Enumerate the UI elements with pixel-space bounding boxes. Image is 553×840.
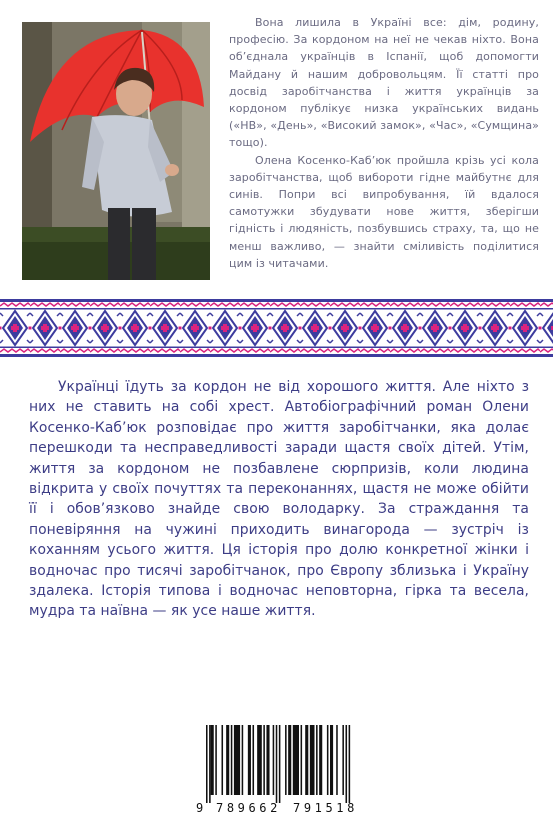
barcode-bar [276,725,278,803]
barcode-bar [288,725,291,795]
embroidery-ornament-icon [0,297,553,359]
barcode-bar [310,725,315,795]
isbn-digits [196,801,364,819]
barcode-icon [196,725,364,803]
blurb-paragraph: Українці їдуть за кордон не від хорошого життя. Але ніхто з них не ставить на собі хрест. Автобіографічний роман Олени Косенко-Каб’юк розповідає про життя заробітчанки, яка долає перешкоди та несправедливості заради щастя своїх дітей. Утім, життя за кордоном не позбавлене сюрпризів, коли людина відкрита у своїх почуттях та переконаннях, щастя не може обійти її і обов’язково знайде свою володарку. За страждання та поневіряння на чужині приходить винагорода — зустріч із коханням усього життя. Ця історія про долю конкретної жінки і водночас про тисячі заробітчанок, про Європу зблизька і Україну здалека. Історія типова і водночас неповторна, гірка та весела, мудра та наївна — як усе наше життя. [29,379,529,620]
barcode-bar [301,725,303,795]
barcode-bar [342,725,344,795]
barcode-bar [273,725,275,795]
barcode-bar [316,725,318,795]
author-bio [229,14,539,272]
barcode-bar [319,725,322,795]
author-photo [22,22,210,280]
isbn-barcode [196,725,364,825]
barcode-bar [253,725,255,795]
barcode-bar [327,725,329,795]
barcode-bar [305,725,308,795]
isbn-first-digit: 9 [196,801,204,815]
barcode-bar [349,725,351,803]
barcode-bar [215,725,217,795]
barcode-bar [211,725,214,795]
barcode-bar [206,725,208,803]
barcode-bar [257,725,262,795]
barcode-bar [231,725,233,795]
barcode-bar [336,725,338,795]
barcode-bar [248,725,251,795]
barcode-bar [285,725,287,795]
bio-paragraph-2: Олена Косенко-Каб’юк пройшла крізь усі кола заробітчанства, щоб вибороти гідне майбутнє для синів. Попри всі випробування, їй вдалося самотужки збудувати нове життя, зберігши гідність і людяність, позбувшись страху, та, що не менш важливо, — знайти сміливість поділитися цим із читачами. [229,153,539,270]
barcode-bar [346,725,348,803]
barcode-bar [266,725,269,795]
barcode-bar [279,725,281,803]
barcode-bar [209,725,211,803]
bio-paragraph-1: Вона лишила в Україні все: дім, родину, професію. За кордоном на неї не чекав ніхто. Вона об’єднала українців в Іспанії, щоб допомогти Майдану й нашим добровольцям. Її статті про досвід заробітчанства і життя українців за кордоном публікує низка українських видань («НВ», «День», «Високий замок», «Час», «Сумщина» тощо). [229,16,539,150]
isbn-right-group: 791518 [293,801,358,815]
barcode-bar [226,725,229,795]
barcode-bar [263,725,265,795]
author-photo-illustration [22,22,210,280]
book-blurb [29,377,529,622]
barcode-bar [330,725,333,795]
barcode-bar [293,725,299,795]
barcode-bar [222,725,224,795]
isbn-left-group: 789662 [216,801,281,815]
barcode-bar [234,725,240,795]
barcode-bar [242,725,244,795]
